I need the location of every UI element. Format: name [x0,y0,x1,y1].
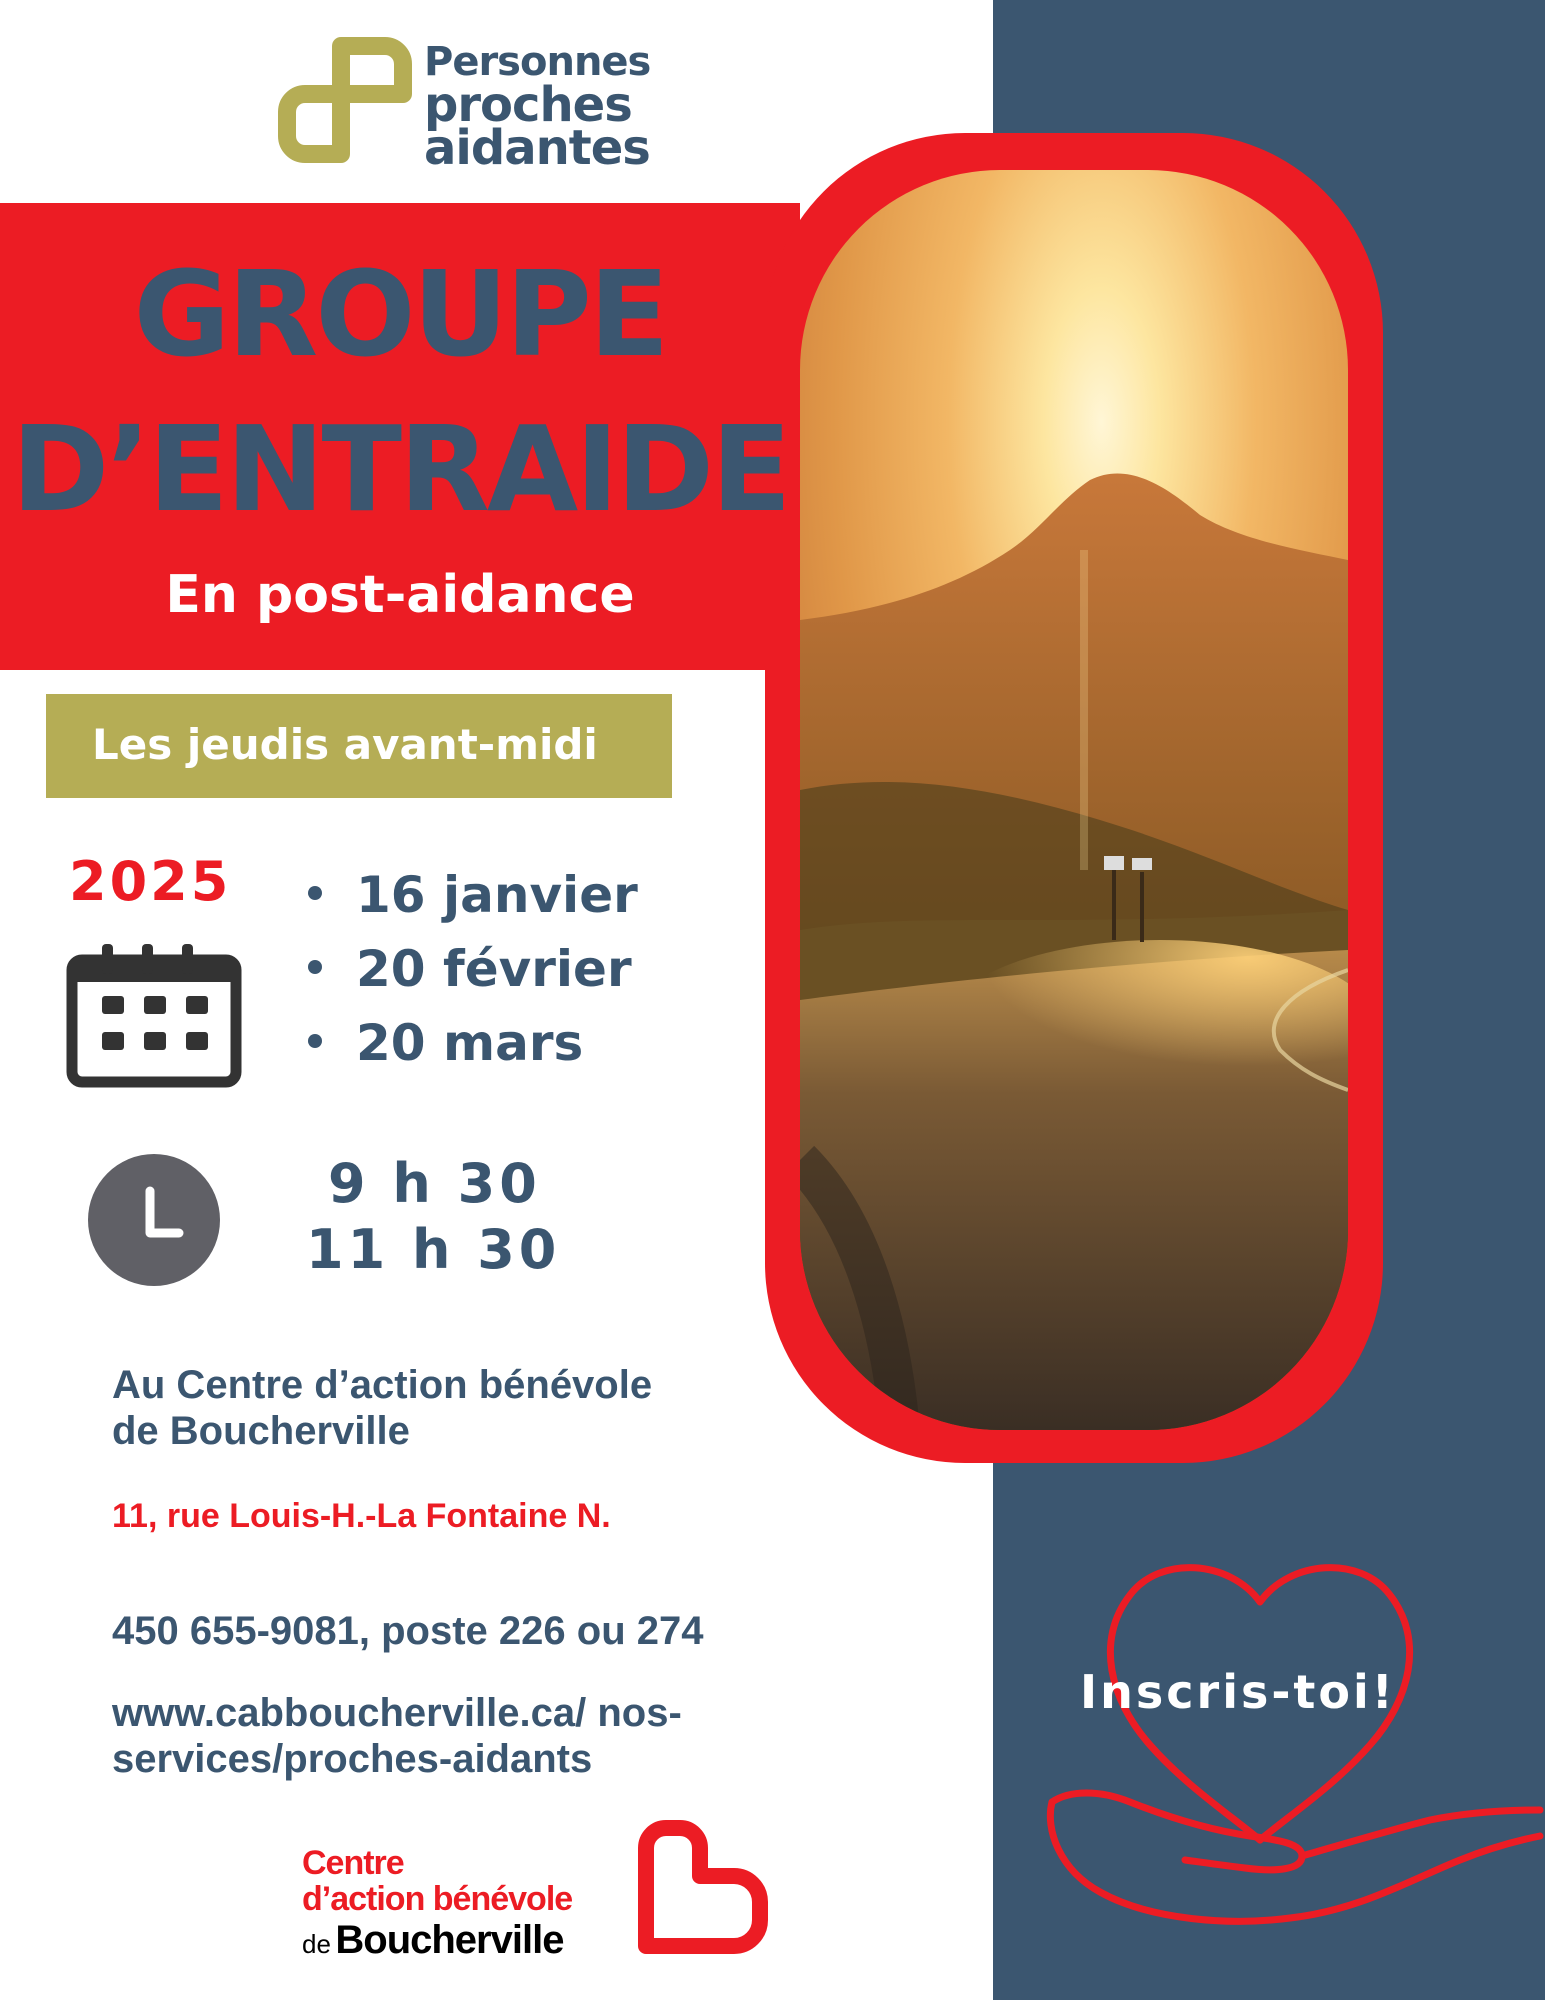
website-line2[interactable]: services/proches-aidants [112,1737,593,1781]
date-text: 20 mars [356,1014,584,1072]
cab-logo-line3 [302,1920,572,1960]
date-item [308,940,632,998]
start-time: 9 h 30 [328,1152,541,1215]
end-time: 11 h 30 [306,1218,561,1281]
cab-logo-boucherville: Boucherville [335,1918,564,1962]
location-line2: de Boucherville [112,1409,410,1453]
heart-logo-icon [275,34,415,174]
cab-heart-icon [634,1818,774,1962]
date-text: 20 février [356,940,632,998]
phone: 450 655-9081, poste 226 ou 274 [112,1609,704,1653]
cab-logo-line1: Centre [302,1844,404,1882]
bullet-icon [308,960,322,974]
calendar-icon [66,940,242,1094]
bullet-icon [308,886,322,900]
year: 2025 [69,850,232,913]
schedule-label: Les jeudis avant-midi [92,720,598,769]
bullet-icon [308,1034,322,1048]
register-cta[interactable]: Inscris-toi! [1080,1665,1396,1719]
subtitle: En post-aidance [165,565,635,625]
clock-icon [87,1153,221,1291]
website-line1[interactable]: www.cabboucherville.ca/ nos- [112,1691,682,1735]
location-line1: Au Centre d’action bénévole [112,1363,653,1407]
cab-logo-de: de [302,1929,331,1959]
date-item [308,866,638,924]
date-item [308,1014,583,1072]
sunset-road-photo [800,170,1348,1430]
headline-line1: GROUPE [133,245,667,383]
logo-line-proches: proches [424,77,632,133]
address: 11, rue Louis-H.-La Fontaine N. [112,1497,611,1535]
logo-line-aidantes: aidantes [424,120,650,176]
heart-hand-icon [1040,1540,1545,1944]
cab-logo-line2: d’action bénévole [302,1880,573,1918]
headline-line2: D’ENTRAIDE [11,400,789,538]
date-text: 16 janvier [356,866,638,924]
logo-line-personnes: Personnes [424,39,651,85]
cab-logo [302,1846,572,1960]
